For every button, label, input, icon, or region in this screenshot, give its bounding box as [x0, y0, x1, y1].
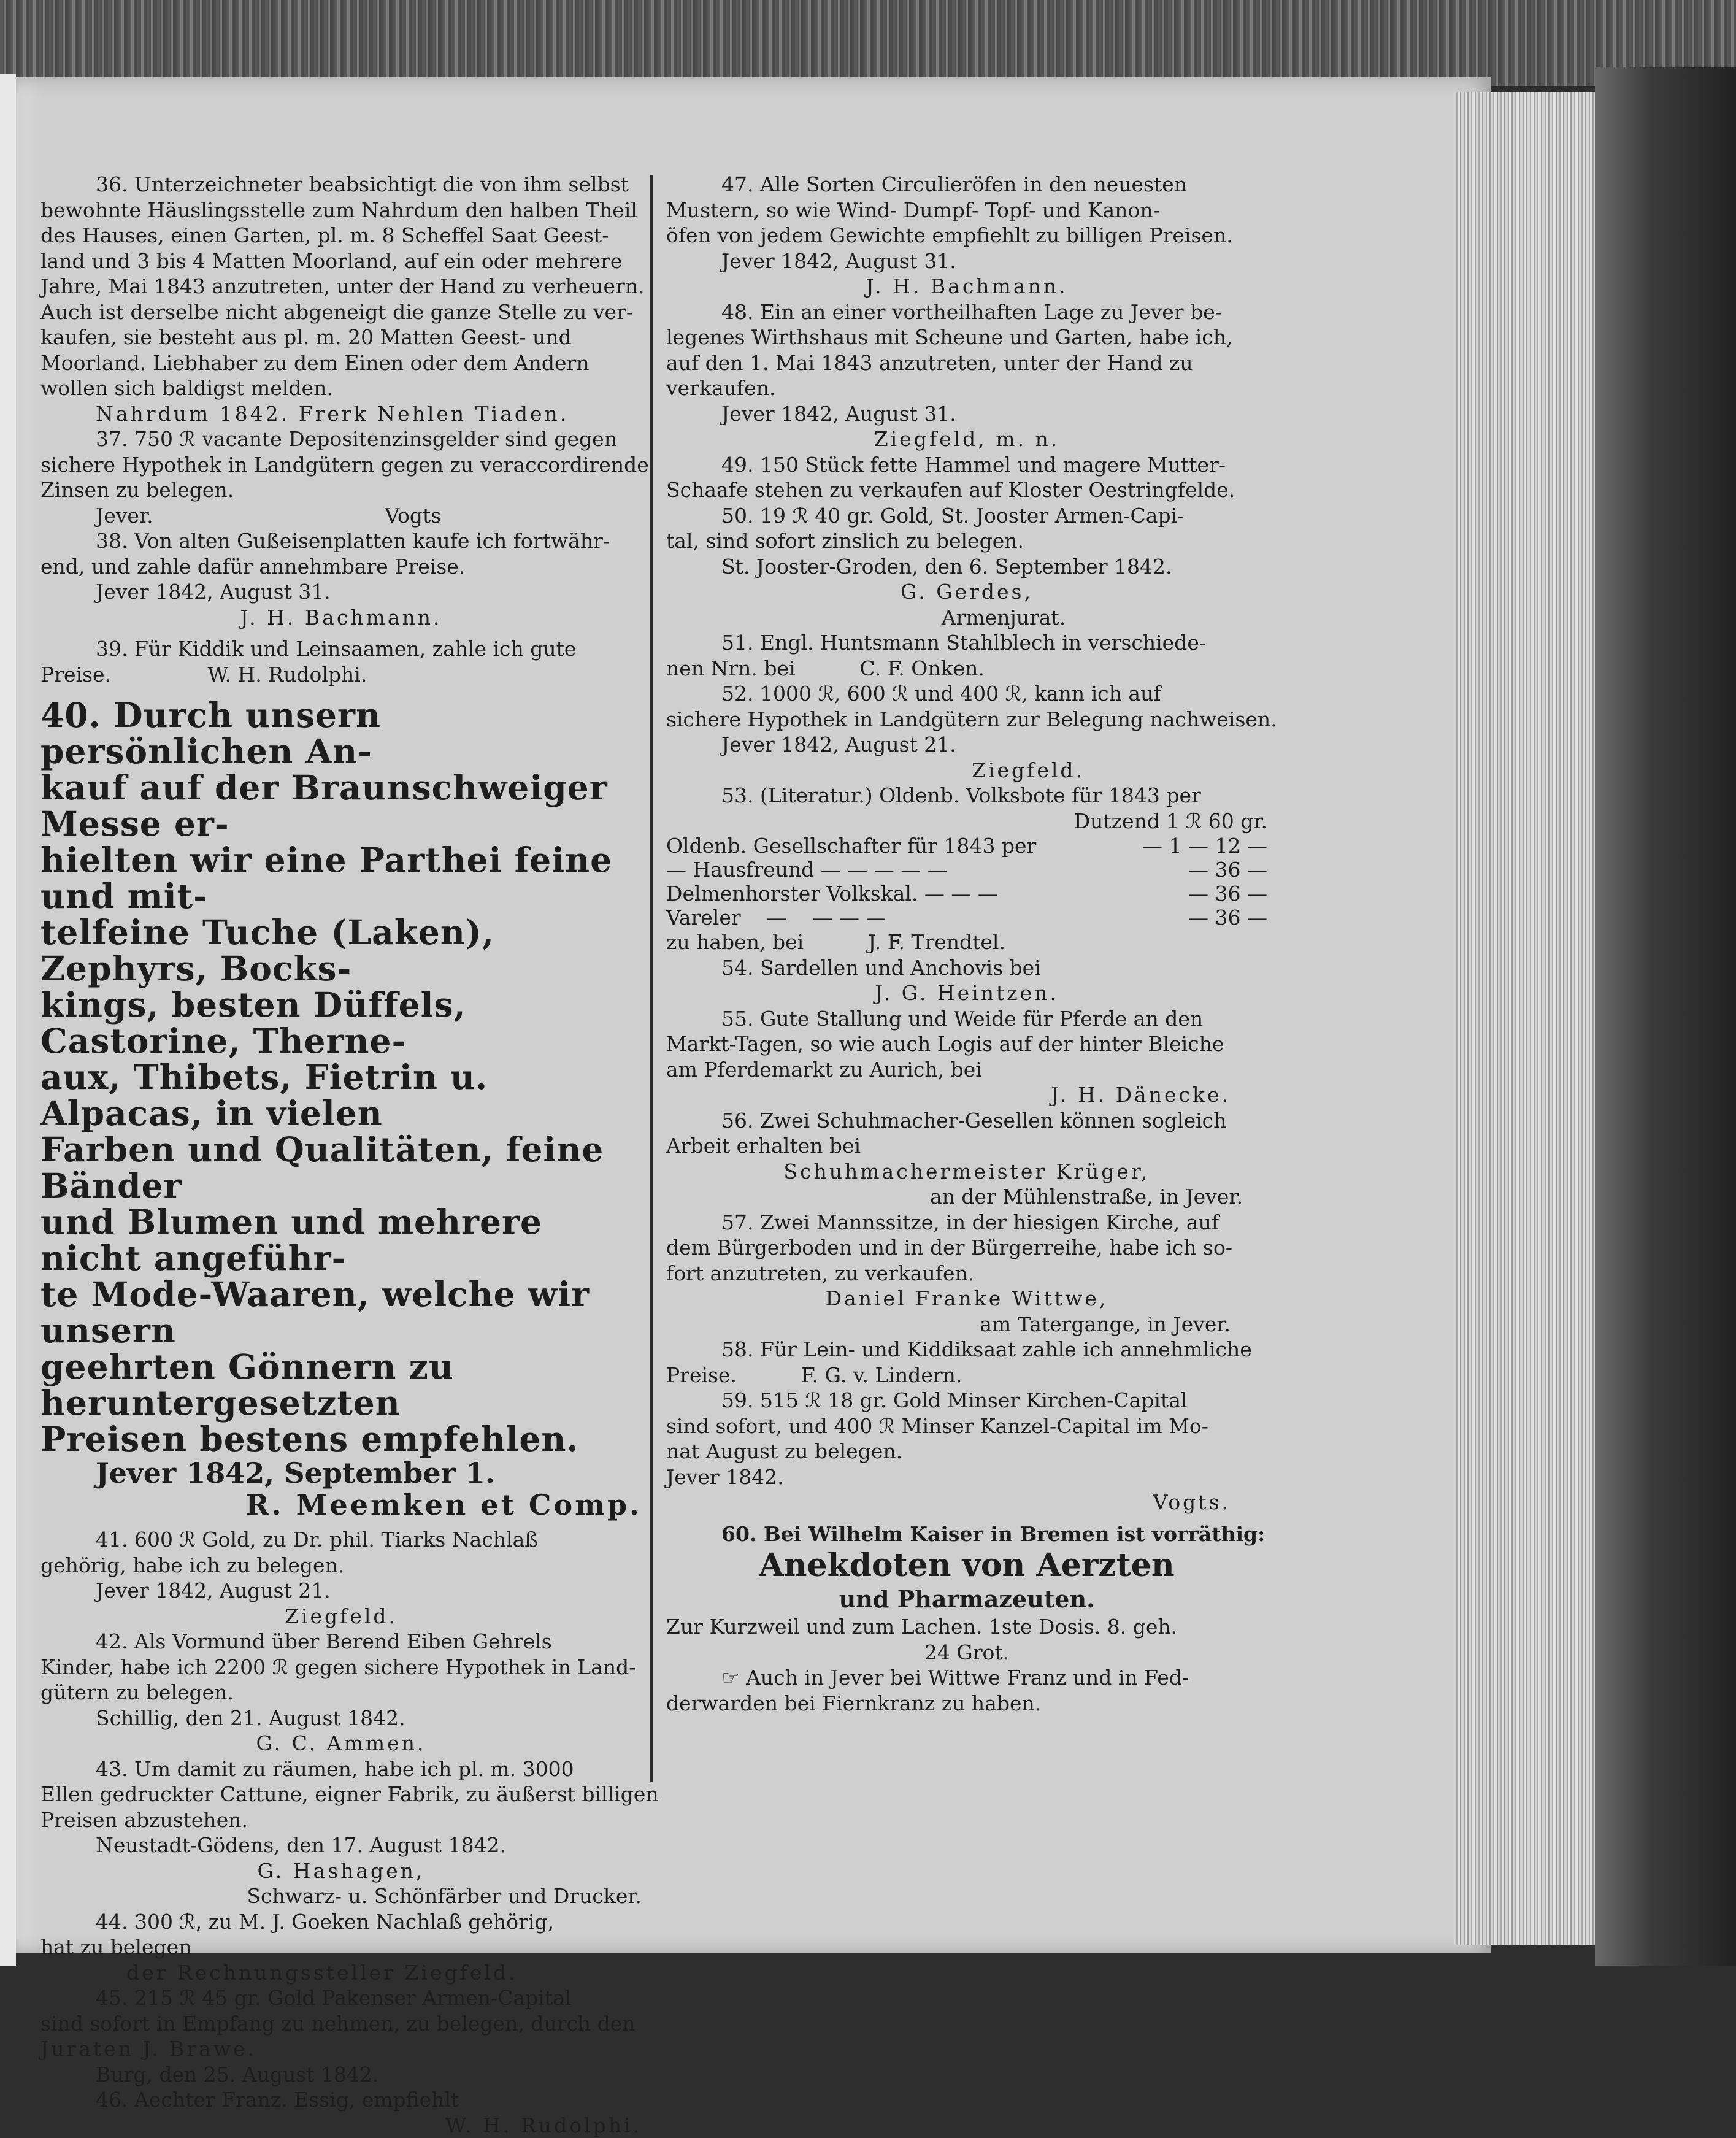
- ad-36-line: wollen sich baldigst melden.: [40, 375, 642, 401]
- ad-41-signature: Ziegfeld.: [40, 1604, 642, 1629]
- price-value: — 36 —: [1010, 882, 1267, 906]
- ad-37-line: sichere Hypothek in Landgütern gegen zu veraccordirende: [40, 452, 642, 478]
- ad-49-line: Schaafe stehen zu verkaufen auf Kloster Oestringfelde.: [666, 477, 1267, 503]
- ad-39-line: Preise. W. H. Rudolphi.: [40, 662, 642, 688]
- ad-36-line: Moorland. Liebhaber zu dem Einen oder dem Andern: [40, 350, 642, 376]
- price-name: — Hausfreund — — — — —: [666, 858, 1010, 882]
- ad-57-address: am Tatergange, in Jever.: [666, 1312, 1267, 1337]
- price-name: Oldenb. Gesellschafter für 1843 per: [666, 834, 1010, 858]
- ad-55-signature: J. H. Dänecke.: [666, 1082, 1267, 1108]
- ad-42-date: Schillig, den 21. August 1842.: [40, 1705, 642, 1731]
- left-column: [40, 172, 642, 2138]
- price-name: Vareler — — — —: [666, 906, 1010, 929]
- ad-47-line: 47. Alle Sorten Circulieröfen in den neuesten: [666, 172, 1267, 198]
- ad-50-line: tal, sind sofort zinslich zu belegen.: [666, 528, 1267, 554]
- ad-43-date: Neustadt-Gödens, den 17. August 1842.: [40, 1832, 642, 1858]
- ad-50-title: Armenjurat.: [666, 605, 1267, 631]
- ad-58-line: 58. Für Lein- und Kiddiksaat zahle ich annehmliche: [666, 1337, 1267, 1363]
- ad-36-line: land und 3 bis 4 Matten Moorland, auf ein oder mehrere: [40, 248, 642, 274]
- ad-43-signature: G. Hashagen,: [40, 1858, 642, 1884]
- ad-38-line: end, und zahle dafür annehmbare Preise.: [40, 554, 642, 580]
- ad-40-line: geehrten Gönnern zu heruntergesetzten: [40, 1348, 642, 1421]
- ad-45-date: Burg, den 25. August 1842.: [40, 2062, 642, 2088]
- ad-57-line: dem Bürgerboden und in der Bürgerreihe, habe ich so-: [666, 1235, 1267, 1261]
- ad-36-line: Auch ist derselbe nicht abgeneigt die ganze Stelle zu ver-: [40, 299, 642, 325]
- ad-55-line: am Pferdemarkt zu Aurich, bei: [666, 1057, 1267, 1083]
- ad-46-line: 46. Aechter Franz. Essig, empfiehlt: [40, 2087, 642, 2113]
- ad-44-signature: der Rechnungssteller Ziegfeld.: [40, 1960, 642, 1986]
- ad-43-trade: Schwarz- u. Schönfärber und Drucker.: [40, 1883, 642, 1909]
- ad-53-signature: zu haben, bei J. F. Trendtel.: [666, 929, 1267, 955]
- ad-37-line: Zinsen zu belegen.: [40, 477, 642, 503]
- ad-49-line: 49. 150 Stück fette Hammel und magere Mutter-: [666, 452, 1267, 478]
- ad-50-signature: G. Gerdes,: [666, 579, 1267, 605]
- ad-48-line: legenes Wirthshaus mit Scheune und Garten, habe ich,: [666, 325, 1267, 350]
- price-row: [666, 858, 1267, 882]
- ad-38-date: Jever 1842, August 31.: [40, 579, 642, 605]
- ad-40-line: kauf auf der Braunschweiger Messe er-: [40, 769, 642, 842]
- ad-48-line: 48. Ein an einer vortheilhaften Lage zu Jever be-: [666, 299, 1267, 325]
- ad-52-line: 52. 1000 ℛ, 600 ℛ und 400 ℛ, kann ich auf: [666, 681, 1267, 707]
- ad-45-line: sind sofort in Empfang zu nehmen, zu belegen, durch den: [40, 2011, 642, 2037]
- ad-47-line: öfen von jedem Gewichte empfiehlt zu billigen Preisen.: [666, 223, 1267, 248]
- ad-57-line: 57. Zwei Mannssitze, in der hiesigen Kirche, auf: [666, 1210, 1267, 1236]
- ad-56-line: 56. Zwei Schuhmacher-Gesellen können sogleich: [666, 1108, 1267, 1134]
- ad-53-line: Dutzend 1 ℛ 60 gr.: [666, 809, 1267, 834]
- ad-40-line: Farben und Qualitäten, feine Bänder: [40, 1131, 642, 1204]
- ad-48-line: verkaufen.: [666, 375, 1267, 401]
- ad-36-line: kaufen, sie besteht aus pl. m. 20 Matten Geest- und: [40, 325, 642, 350]
- ad-40-date: Jever 1842, September 1.: [40, 1457, 642, 1489]
- ad-36-signature: Nahrdum 1842. Frerk Nehlen Tiaden.: [40, 401, 642, 427]
- ad-52-date: Jever 1842, August 21.: [666, 732, 1267, 758]
- ad-51-line: nen Nrn. bei C. F. Onken.: [666, 656, 1267, 682]
- ad-38-signature: J. H. Bachmann.: [40, 605, 642, 631]
- ad-54-line: 54. Sardellen und Anchovis bei: [666, 955, 1267, 981]
- ad-57-signature: Daniel Franke Wittwe,: [666, 1286, 1267, 1312]
- ad-40-firm: R. Meemken et Comp.: [40, 1489, 642, 1521]
- ad-40-line: hielten wir eine Parthei feine und mit-: [40, 842, 642, 914]
- ad-52-line: sichere Hypothek in Landgütern zur Belegung nachweisen.: [666, 707, 1267, 733]
- price-row: [666, 834, 1267, 858]
- ad-55-line: Markt-Tagen, so wie auch Logis auf der hinter Bleiche: [666, 1031, 1267, 1057]
- ad-45-line: 45. 215 ℛ 45 gr. Gold Pakenser Armen-Capital: [40, 1985, 642, 2011]
- ad-40-line: telfeine Tuche (Laken), Zephyrs, Bocks-: [40, 914, 642, 986]
- price-row: [666, 906, 1267, 929]
- ad-47-line: Mustern, so wie Wind- Dumpf- Topf- und Kanon-: [666, 198, 1267, 223]
- page-block-edges: [1454, 92, 1601, 1945]
- ad-40-line: aux, Thibets, Fietrin u. Alpacas, in vielen: [40, 1059, 642, 1131]
- ad-59-date: Jever 1842.: [666, 1464, 1267, 1490]
- ad-44-line: 44. 300 ℛ, zu M. J. Goeken Nachlaß gehörig,: [40, 1909, 642, 1935]
- ad-50-line: 50. 19 ℛ 40 gr. Gold, St. Jooster Armen-Capi-: [666, 503, 1267, 529]
- ad-41-line: 41. 600 ℛ Gold, zu Dr. phil. Tiarks Nachlaß: [40, 1527, 642, 1553]
- ad-56-address: an der Mühlenstraße, in Jever.: [666, 1184, 1267, 1210]
- ad-46-signature: W. H. Rudolphi.: [40, 2113, 642, 2138]
- ad-55-line: 55. Gute Stallung und Weide für Pferde an den: [666, 1006, 1267, 1032]
- ad-53-line: 53. (Literatur.) Oldenb. Volksbote für 1843 per: [666, 783, 1267, 809]
- ad-50-date: St. Jooster-Groden, den 6. September 1842.: [666, 554, 1267, 580]
- ad-37-line: 37. 750 ℛ vacante Depositenzinsgelder sind gegen: [40, 426, 642, 452]
- ad-60-price: 24 Grot.: [666, 1640, 1267, 1666]
- ad-54-signature: J. G. Heintzen.: [666, 980, 1267, 1006]
- price-value: — 1 — 12 —: [1010, 834, 1267, 858]
- book-cover-edge: [1595, 67, 1736, 1966]
- ad-36-line: 36. Unterzeichneter beabsichtigt die von ihm selbst: [40, 172, 642, 198]
- ad-36-line: bewohnte Häuslingsstelle zum Nahrdum den halben Theil: [40, 198, 642, 223]
- ad-59-line: sind sofort, und 400 ℛ Minser Kanzel-Capital im Mo-: [666, 1413, 1267, 1439]
- ad-47-date: Jever 1842, August 31.: [666, 248, 1267, 274]
- ad-45-line: Juraten J. Brawe.: [40, 2036, 642, 2062]
- ad-59-line: 59. 515 ℛ 18 gr. Gold Minser Kirchen-Capital: [666, 1388, 1267, 1413]
- column-rule: [650, 175, 653, 1782]
- ad-40-line: kings, besten Düffels, Castorine, Therne-: [40, 986, 642, 1059]
- book-top-edge: [0, 0, 1736, 86]
- ad-52-signature: Ziegfeld.: [666, 758, 1267, 783]
- ad-41-date: Jever 1842, August 21.: [40, 1578, 642, 1604]
- price-value: — 36 —: [1010, 858, 1267, 882]
- ad-43-line: Ellen gedruckter Cattune, eigner Fabrik, zu äußerst billigen: [40, 1782, 642, 1807]
- ad-38-line: 38. Von alten Gußeisenplatten kaufe ich fortwähr-: [40, 528, 642, 554]
- ad-51-line: 51. Engl. Huntsmann Stahlblech in verschiede-: [666, 630, 1267, 656]
- ad-58-line: Preise. F. G. v. Lindern.: [666, 1363, 1267, 1388]
- ad-48-line: auf den 1. Mai 1843 anzutreten, unter der Hand zu: [666, 350, 1267, 376]
- ad-42-line: Kinder, habe ich 2200 ℛ gegen sichere Hypothek in Land-: [40, 1655, 642, 1680]
- ad-60-heading: 60. Bei Wilhelm Kaiser in Bremen ist vorräthig:: [666, 1521, 1267, 1547]
- ad-36-line: Jahre, Mai 1843 anzutreten, unter der Hand zu verheuern.: [40, 274, 642, 299]
- ad-60-line: Zur Kurzweil und zum Lachen. 1ste Dosis. 8. geh.: [666, 1614, 1267, 1640]
- ad-60-title: Anekdoten von Aerzten: [666, 1547, 1267, 1585]
- ad-60-note: ☞ Auch in Jever bei Wittwe Franz und in Fed-: [666, 1665, 1267, 1691]
- ad-40-line: Preisen bestens empfehlen.: [40, 1421, 642, 1457]
- price-row: [666, 882, 1267, 906]
- right-column: [666, 172, 1267, 1716]
- ad-36-line: des Hauses, einen Garten, pl. m. 8 Scheffel Saat Geest-: [40, 223, 642, 248]
- ad-57-line: fort anzutreten, zu verkaufen.: [666, 1261, 1267, 1286]
- ad-43-line: Preisen abzustehen.: [40, 1807, 642, 1833]
- ad-44-line: hat zu belegen: [40, 1934, 642, 1960]
- ad-40-line: 40. Durch unsern persönlichen An-: [40, 697, 642, 769]
- ad-59-line: nat August zu belegen.: [666, 1439, 1267, 1464]
- price-name: Delmenhorster Volkskal. — — —: [666, 882, 1010, 906]
- ad-40-line: und Blumen und mehrere nicht angeführ-: [40, 1204, 642, 1276]
- ad-41-line: gehörig, habe ich zu belegen.: [40, 1553, 642, 1579]
- ad-37-signature: Jever. Vogts: [40, 503, 642, 529]
- ad-48-date: Jever 1842, August 31.: [666, 401, 1267, 427]
- ad-40-line: te Mode-Waaren, welche wir unsern: [40, 1276, 642, 1348]
- ad-48-signature: Ziegfeld, m. n.: [666, 426, 1267, 452]
- ad-42-line: 42. Als Vormund über Berend Eiben Gehrels: [40, 1629, 642, 1655]
- ad-56-line: Arbeit erhalten bei: [666, 1133, 1267, 1159]
- ad-39-line: 39. Für Kiddik und Leinsaamen, zahle ich gute: [40, 636, 642, 662]
- ad-47-signature: J. H. Bachmann.: [666, 274, 1267, 299]
- ad-42-line: gütern zu belegen.: [40, 1680, 642, 1705]
- ad-59-signature: Vogts.: [666, 1490, 1267, 1515]
- ad-60-note: derwarden bei Fiernkranz zu haben.: [666, 1691, 1267, 1717]
- ad-42-signature: G. C. Ammen.: [40, 1731, 642, 1756]
- ad-43-line: 43. Um damit zu räumen, habe ich pl. m. 3000: [40, 1756, 642, 1782]
- ad-60-subtitle: und Pharmazeuten.: [666, 1585, 1267, 1614]
- price-value: — 36 —: [1010, 906, 1267, 929]
- left-margin: [0, 74, 16, 1966]
- ad-56-signature: Schuhmachermeister Krüger,: [666, 1159, 1267, 1185]
